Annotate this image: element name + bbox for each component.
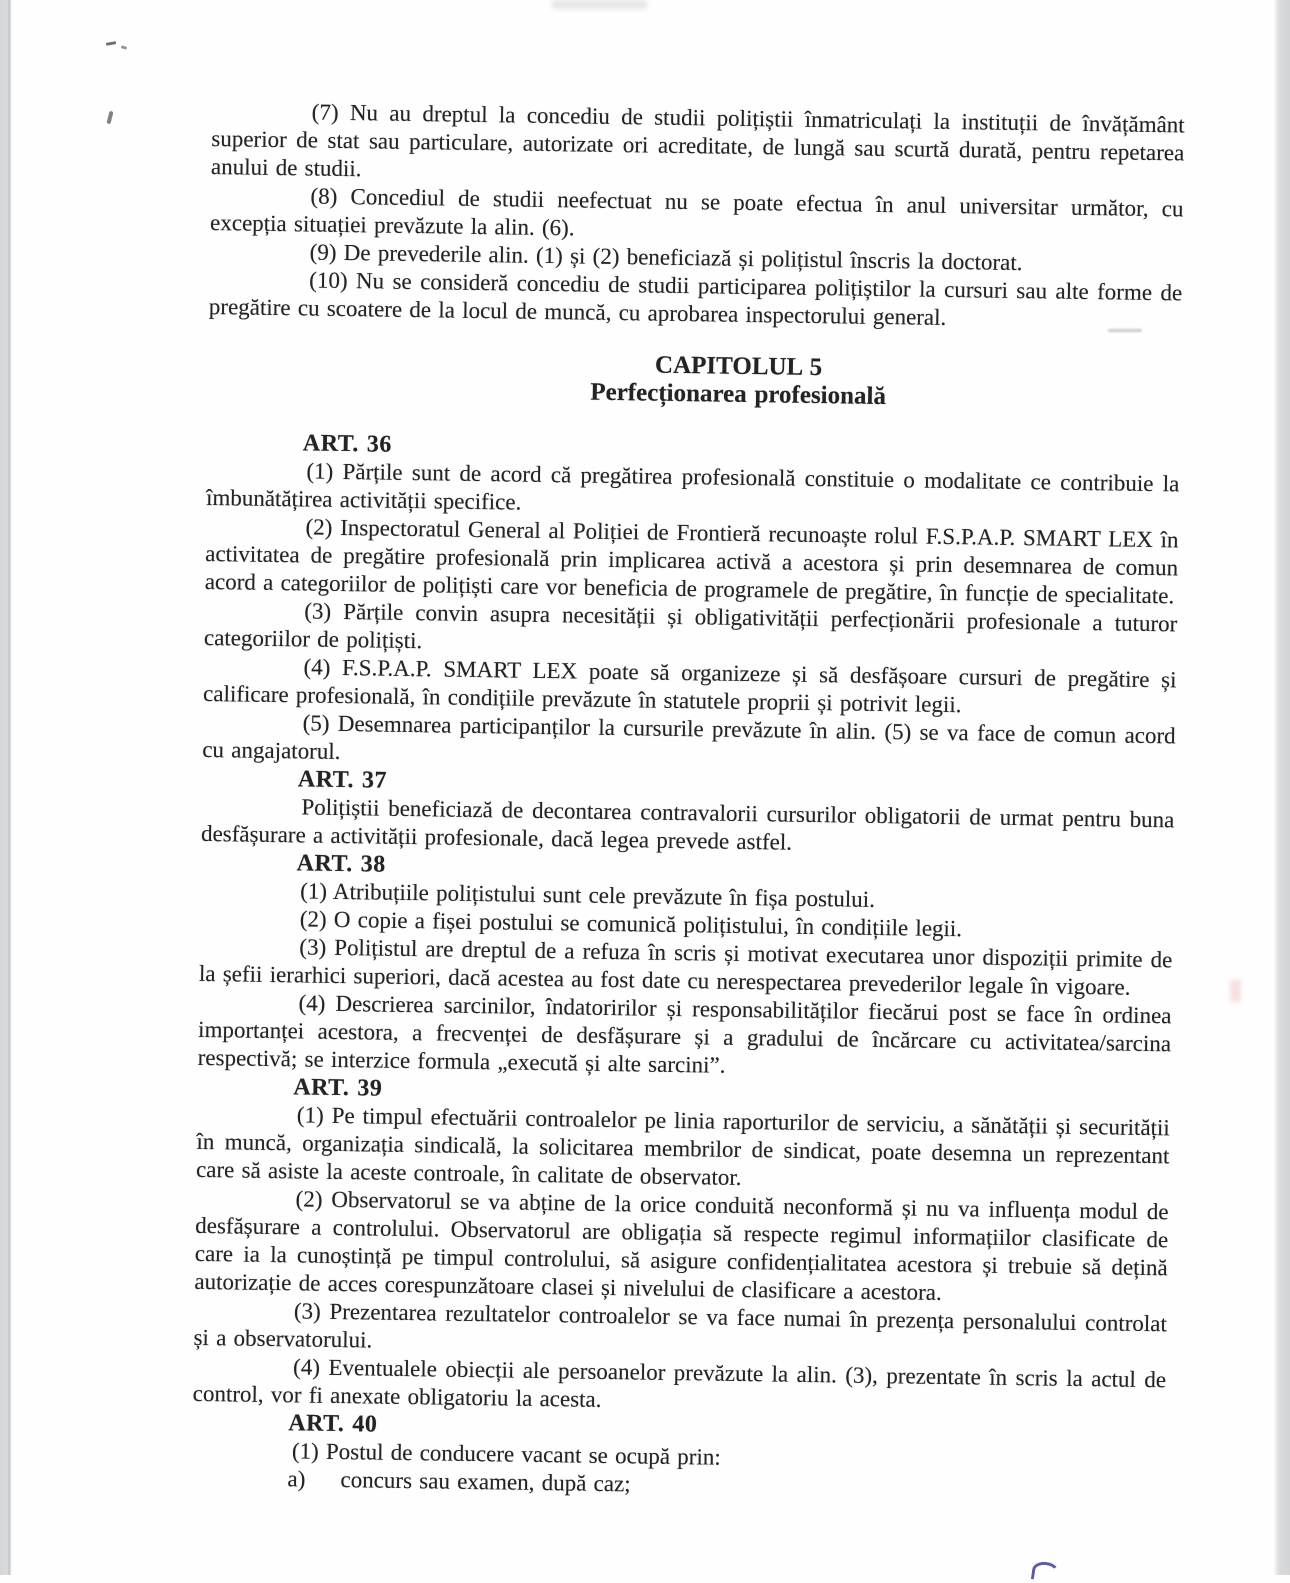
article-heading-art-37: ART. 37 <box>297 766 388 794</box>
scan-pink-streak <box>1230 980 1241 1002</box>
intro-paragraph-8: (8) Concediul de studii neefectuat nu se poate efectua în anul universitar următor, cu excepția situației prevăzute la alin. (6). <box>209 183 1184 241</box>
chapter-subtitle: Perfecționarea profesională <box>590 378 887 411</box>
intro-paragraph-10: (10) Nu se consideră concediu de studii participarea polițiștilor la cursuri sau alte forme de pregătire cu scoatere de la locul de muncă, cu aprobarea inspectorului general. <box>208 267 1183 330</box>
list-item-text: concurs sau examen, după caz; <box>340 1467 631 1497</box>
article-paragraph: (4) F.S.P.A.P. SMART LEX poate să organizeze și să desfășoare cursuri de pregătire și calificare profesională, în condițiile prevăzute în statutele proprii și potrivit legii. <box>202 654 1177 718</box>
article-paragraph: (5) Desemnarea participanților la cursurile prevăzute în alin. (5) se va face de comun acord cu angajatorul. <box>202 710 1176 764</box>
chapter-title: CAPITOLUL 5 <box>654 351 823 382</box>
article-heading-art-38: ART. 38 <box>296 850 386 878</box>
article-heading-art-39: ART. 39 <box>293 1074 383 1102</box>
pen-ink-mark <box>1031 1560 1060 1583</box>
article-heading-art-36: ART. 36 <box>302 430 393 458</box>
document-page-text <box>191 97 1185 1506</box>
article-paragraph: (4) Descrierea sarcinilor, îndatoririlor și responsabilităților fiecărui post se face în ordinea importanței acestora, a frecvenței de desfășurare și a gradului de încărcare cu activitatea/sarcina respectivă; se interzice formula „execută și alte sarcini”. <box>197 990 1172 1078</box>
article-paragraph: (1) Atribuțiile polițistului sunt cele prevăzute în fișa postului. <box>300 878 876 912</box>
scan-smudge-top <box>552 0 647 9</box>
scan-edge-left <box>0 0 12 1575</box>
list-item-marker: a) <box>287 1466 306 1492</box>
intro-paragraph-9: (9) De prevederile alin. (1) și (2) beneficiază și polițistul înscris la doctorat. <box>309 239 1023 276</box>
article-heading-art-40: ART. 40 <box>288 1410 378 1438</box>
article-paragraph: (2) Observatorul se va abține de la orice conduită neconformă și nu va influența modul de desfășurare a controlului. Observatorul are obligația să respecte regimul informațiilor clasificate de care ia la cunoștință pe timpul controlului, să asigure confidențialitatea acestora și trebuie să dețină autorizație de acces corespunzătoare clasei și nivelului de clasificare a acestora. <box>194 1186 1169 1305</box>
article-paragraph: (3) Prezentarea rezultatelor controalelor se va face numai în prezența personalului controlat și a observatorului. <box>193 1298 1168 1353</box>
scan-speck <box>106 111 113 125</box>
article-paragraph: (1) Pe timpul efectuării controalelor pe linia raporturilor de serviciu, a sănătății și securității în muncă, organizația sindicală, la solicitarea membrilor de sindicat, poate desemna un reprezentant care să asiste la aceste controale, în calitate de observator. <box>195 1102 1170 1190</box>
article-paragraph: (1) Părțile sunt de acord că pregătirea profesională constituie o modalitate ce contribuie la îmbunătățirea activității specifice. <box>205 458 1180 515</box>
article-paragraph: (3) Polițistul are dreptul de a refuza în scris și motivat executarea unor dispoziții primite de la șefii ierarhici superiori, dacă acestea au fost date cu nerespectarea prevederilor legale în vigoare. <box>198 934 1173 1000</box>
article-paragraph: (1) Postul de conducere vacant se ocupă prin: <box>291 1438 721 1470</box>
scan-edge-right <box>1273 0 1290 1575</box>
article-paragraph: (2) Inspectoratul General al Poliției de Frontieră recunoaște rolul F.S.P.A.P. SMART LEX în activitatea de pregătire profesională prin implicarea activă a acestora și prin desemnarea de comun acord a categoriilor de polițiști care vor beneficia de programele de pregătire, în funcție de specialitate. <box>204 514 1179 609</box>
scan-speck <box>121 45 128 49</box>
article-paragraph: Polițiștii beneficiază de decontarea contravalorii cursurilor obligatorii de urmat pentru buna desfășurare a activității profesionale, dacă legea prevede astfel. <box>200 794 1175 855</box>
article-paragraph: (4) Eventualele obiecții ale persoanelor prevăzute la alin. (3), prezentate în scris la actul de control, vor fi anexate obligatoriu la acesta. <box>192 1354 1167 1412</box>
article-paragraph: (2) O copie a fișei postului se comunică polițistului, în condițiile legii. <box>299 906 963 942</box>
intro-paragraph-7: (7) Nu au dreptul la concediu de studii polițiștii înmatriculați la instituții de învățământ superior de stat sau particulare, autorizate ori acreditate, de lungă sau scurtă durată, pentru repetarea anului de studii. <box>210 99 1185 182</box>
scan-speck <box>106 41 116 46</box>
article-paragraph: (3) Părțile convin asupra necesității și obligativității perfecționării profesionale a tuturor categoriilor de polițiști. <box>203 598 1178 654</box>
